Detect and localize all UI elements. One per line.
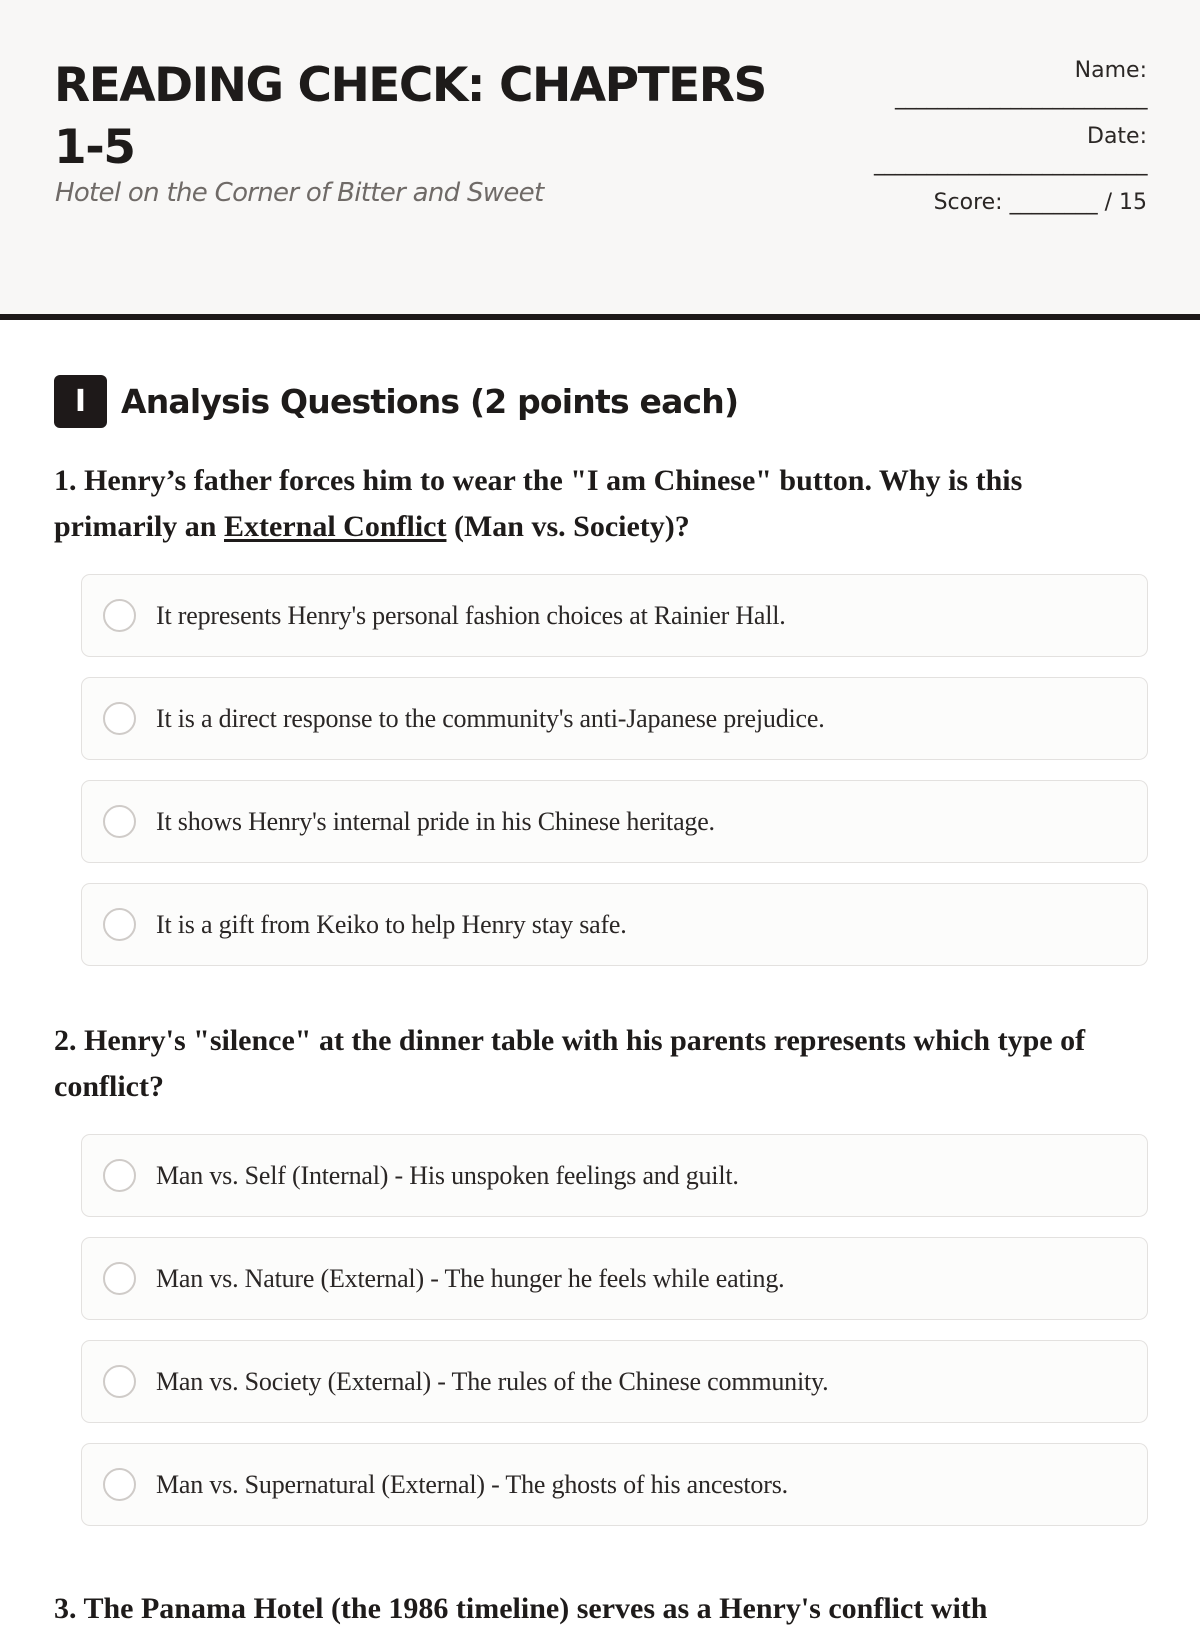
answer-option[interactable] [81,883,1148,966]
radio-button-icon[interactable] [103,1159,136,1192]
answer-option[interactable] [81,1134,1148,1217]
answer-option[interactable] [81,1237,1148,1320]
answer-option-label: It is a direct response to the community's anti-Japanese prejudice. [156,703,825,733]
question-text-part: (Man vs. Society)? [446,510,690,543]
section-heading [54,375,738,427]
answer-option-label: It is a gift from Keiko to help Henry stay safe. [156,909,627,939]
answer-choices [81,574,1148,966]
answer-option-label: Man vs. Supernatural (External) - The ghosts of his ancestors. [156,1469,788,1499]
score-total: / 15 [1104,190,1147,215]
student-info [787,56,1147,218]
question-text [54,458,1150,550]
section-title: Analysis Questions (2 points each) [121,381,739,421]
answer-option-label: It shows Henry's internal pride in his Chinese heritage. [156,806,715,836]
section-number-badge: I [54,375,107,428]
date-label: Date: [1087,124,1147,149]
question-text: 2. Henry's "silence" at the dinner table with his parents represents which type of conflict? [54,1024,1086,1103]
question-text-part: 1. Henry’s father forces him to wear the "I am Chinese" button. Why is this primarily an [54,464,1023,543]
radio-button-icon[interactable] [103,1262,136,1295]
score-row [787,188,1147,218]
radio-button-icon[interactable] [103,805,136,838]
question-1 [54,458,1150,986]
answer-option-label: Man vs. Society (External) - The rules of the Chinese community. [156,1366,829,1396]
date-field[interactable]: __________________________ [874,151,1147,176]
answer-option[interactable] [81,1340,1148,1423]
answer-option-label: Man vs. Self (Internal) - His unspoken feelings and guilt. [156,1160,739,1190]
question-2 [54,1018,1150,1546]
name-field[interactable]: ________________________ [895,85,1147,110]
answer-option[interactable] [81,677,1148,760]
radio-button-icon[interactable] [103,908,136,941]
radio-button-icon[interactable] [103,1365,136,1398]
answer-option[interactable] [81,1443,1148,1526]
question-3-text-partial: 3. The Panama Hotel (the 1986 timeline) serves as a Henry's conflict with [54,1592,988,1625]
answer-option[interactable] [81,780,1148,863]
radio-button-icon[interactable] [103,702,136,735]
worksheet-header [0,0,1200,320]
book-subtitle: Hotel on the Corner of Bitter and Sweet [55,178,544,208]
answer-option-label: It represents Henry's personal fashion choices at Rainier Hall. [156,600,786,630]
name-label: Name: [1074,58,1147,83]
score-field[interactable]: ________ [1009,190,1098,215]
answer-option-label: Man vs. Nature (External) - The hunger he feels while eating. [156,1263,785,1293]
answer-option[interactable] [81,574,1148,657]
radio-button-icon[interactable] [103,599,136,632]
page-title: READING CHECK: CHAPTERS 1-5 [54,58,766,175]
key-term: External Conflict [224,510,447,543]
radio-button-icon[interactable] [103,1468,136,1501]
answer-choices [81,1134,1148,1526]
score-label: Score: [933,190,1003,215]
